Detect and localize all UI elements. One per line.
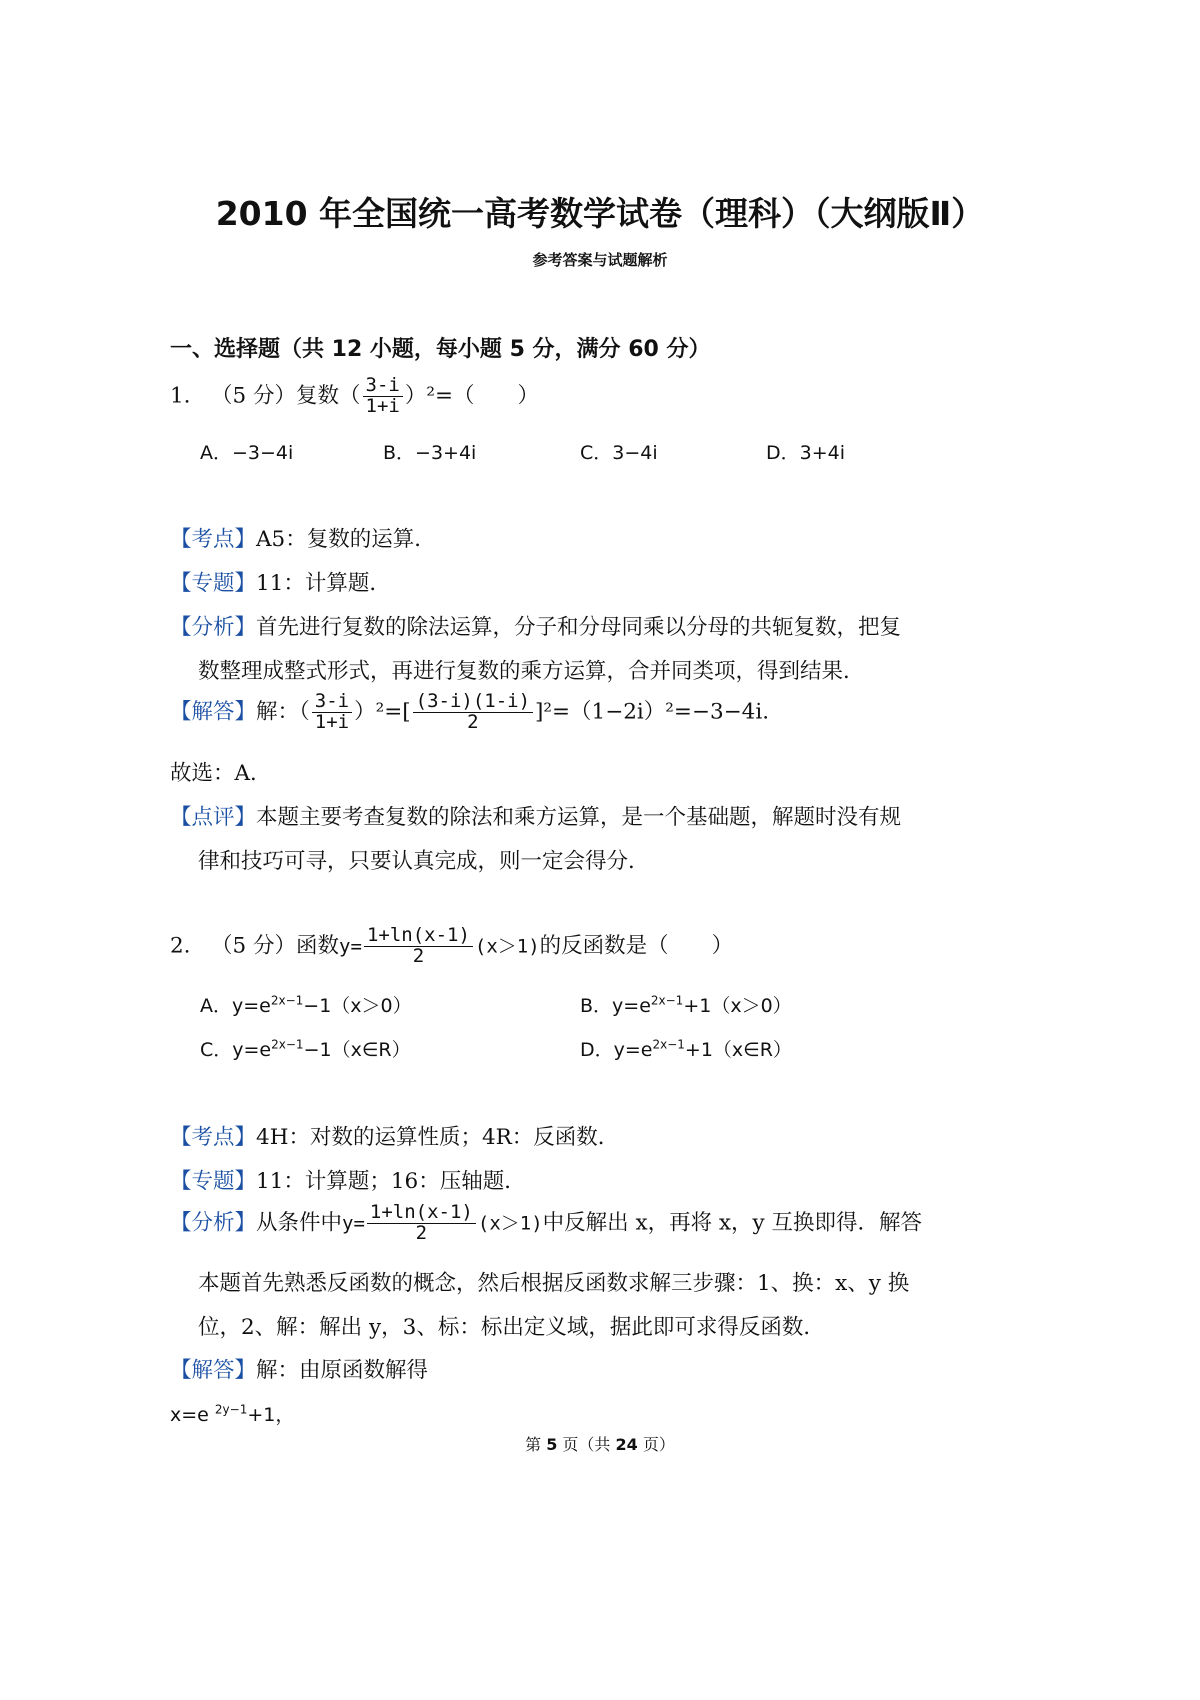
jieda-prefix: 解：（: [256, 699, 310, 725]
jieda-suffix: ]²=（1−2i）²=−3−4i.: [535, 699, 770, 725]
fenxi-prefix: 从条件中: [256, 1210, 343, 1236]
fraction-numerator: 1+ln(x-1): [367, 1203, 476, 1224]
fraction-denominator: 2: [412, 944, 425, 967]
jieda-row: [170, 692, 769, 733]
zhuanti-row: [170, 566, 391, 597]
question-stem-prefix: （5 分）函数: [211, 933, 340, 959]
question-stem-prefix: （5 分）复数（: [211, 383, 361, 409]
footer-text: 页）: [637, 1435, 675, 1454]
question-stem-suffix: 的反函数是（ ）: [539, 933, 734, 959]
zhuanti-text: 11：计算题；16：压轴题．: [256, 1169, 526, 1194]
option-text: −1（x＞0）: [303, 995, 412, 1017]
page-subtitle: 参考答案与试题解析: [532, 251, 668, 269]
question-number: 2.: [170, 933, 191, 959]
option-b: B．−3+4i: [383, 442, 477, 464]
jieda-mid: ）²=[: [354, 699, 411, 725]
page-number: 5: [546, 1435, 558, 1454]
fenxi-text: 首先进行复数的除法运算，分子和分母同乘以分母的共轭复数，把复: [256, 615, 902, 640]
fenxi-row: [170, 610, 901, 641]
fenxi-row: [170, 1203, 922, 1244]
fenxi-continuation: 本题首先熟悉反函数的概念，然后根据反函数求解三步骤：1、换：x、y 换: [198, 1271, 910, 1296]
solution-fraction-2: [413, 692, 533, 733]
option-a: A．−3−4i: [200, 442, 294, 464]
option-text: D．y=e: [580, 1039, 653, 1061]
function-lhs: y=: [342, 1212, 365, 1235]
kaodian-text: 4H：对数的运算性质；4R：反函数．: [256, 1125, 620, 1150]
fenxi-tag: 【分析】: [170, 1210, 257, 1236]
kaodian-row: [170, 1120, 619, 1151]
kaodian-tag: 【考点】: [170, 1125, 257, 1150]
answer-choice: 故选：A．: [170, 761, 272, 786]
fenxi-tag: 【分析】: [170, 615, 257, 640]
page-footer: [0, 1432, 1200, 1455]
page-total: 24: [615, 1435, 638, 1454]
fenxi-continuation: 数整理成整式形式，再进行复数的乘方运算，合并同类项，得到结果．: [198, 659, 865, 684]
question-stem-suffix: ）²=（ ）: [404, 383, 540, 409]
question-number: 1.: [170, 383, 191, 409]
jieda-text: 解：由原函数解得: [256, 1358, 429, 1383]
option-text: B．y=e: [580, 995, 651, 1017]
dianping-text: 本题主要考查复数的除法和乘方运算，是一个基础题，解题时没有规: [256, 805, 902, 830]
jieda-row: [170, 1353, 428, 1384]
section-heading: 一、选择题（共 12 小题，每小题 5 分，满分 60 分）: [170, 337, 711, 362]
question-1-stem: [170, 376, 539, 417]
fraction-numerator: 3-i: [312, 692, 352, 713]
option-text: C．y=e: [200, 1039, 272, 1061]
zhuanti-text: 11：计算题．: [256, 571, 391, 596]
exponent: 2x−1: [650, 993, 684, 1008]
option-text: −1（x∈R）: [303, 1039, 411, 1061]
option-c: C．3−4i: [580, 442, 658, 464]
fraction-numerator: 1+ln(x-1): [364, 926, 473, 947]
exponent: 2y−1: [214, 1402, 248, 1417]
fenxi-suffix: 中反解出 x，再将 x，y 互换即得．解答: [542, 1210, 923, 1236]
exponent: 2x−1: [271, 1037, 304, 1052]
jieda-tag: 【解答】: [170, 1358, 257, 1383]
fraction-numerator: 3-i: [363, 376, 403, 397]
fenxi-continuation: 位，2、解：解出 y，3、标：标出定义域，据此即可求得反函数．: [198, 1315, 825, 1340]
option-b: [580, 991, 792, 1018]
solution-text: +1，: [247, 1404, 295, 1426]
solution-line: [170, 1400, 294, 1427]
dianping-row: [170, 800, 901, 831]
exponent: 2x−1: [652, 1037, 685, 1052]
option-text: +1（x∈R）: [684, 1039, 792, 1061]
option-text: +1（x＞0）: [683, 995, 792, 1017]
kaodian-tag: 【考点】: [170, 527, 257, 552]
option-c: [200, 1035, 411, 1062]
function-fraction: [364, 926, 473, 967]
solution-fraction: [312, 692, 352, 733]
option-d: D．3+4i: [766, 442, 846, 464]
function-fraction: [367, 1203, 476, 1244]
footer-text: 页（共: [557, 1435, 616, 1454]
zhuanti-row: [170, 1164, 526, 1195]
kaodian-row: [170, 522, 436, 553]
fraction-denominator: 1+i: [365, 394, 400, 417]
zhuanti-tag: 【专题】: [170, 1169, 257, 1194]
option-d: [580, 1035, 792, 1062]
fraction-denominator: 1+i: [314, 710, 350, 733]
option-text: A．y=e: [200, 995, 271, 1017]
exponent: 2x−1: [270, 993, 304, 1008]
fraction-denominator: 2: [467, 710, 479, 733]
jieda-tag: 【解答】: [170, 699, 257, 725]
zhuanti-tag: 【专题】: [170, 571, 257, 596]
dianping-continuation: 律和技巧可寻，只要认真完成，则一定会得分．: [198, 849, 650, 874]
option-a: [200, 991, 412, 1018]
dianping-tag: 【点评】: [170, 805, 257, 830]
solution-text: x=e: [170, 1404, 215, 1426]
footer-text: 第: [525, 1435, 547, 1454]
fraction-denominator: 2: [415, 1221, 428, 1244]
function-condition: (x＞1): [474, 935, 540, 958]
question-2-stem: [170, 926, 733, 967]
fraction-numerator: (3-i)(1-i): [413, 692, 533, 713]
kaodian-text: A5：复数的运算．: [256, 527, 436, 552]
complex-fraction: [363, 376, 403, 417]
page-title: 2010 年全国统一高考数学试卷（理科）（大纲版Ⅱ）: [215, 194, 985, 233]
function-condition: (x＞1): [477, 1212, 543, 1235]
function-lhs: y=: [339, 935, 362, 958]
